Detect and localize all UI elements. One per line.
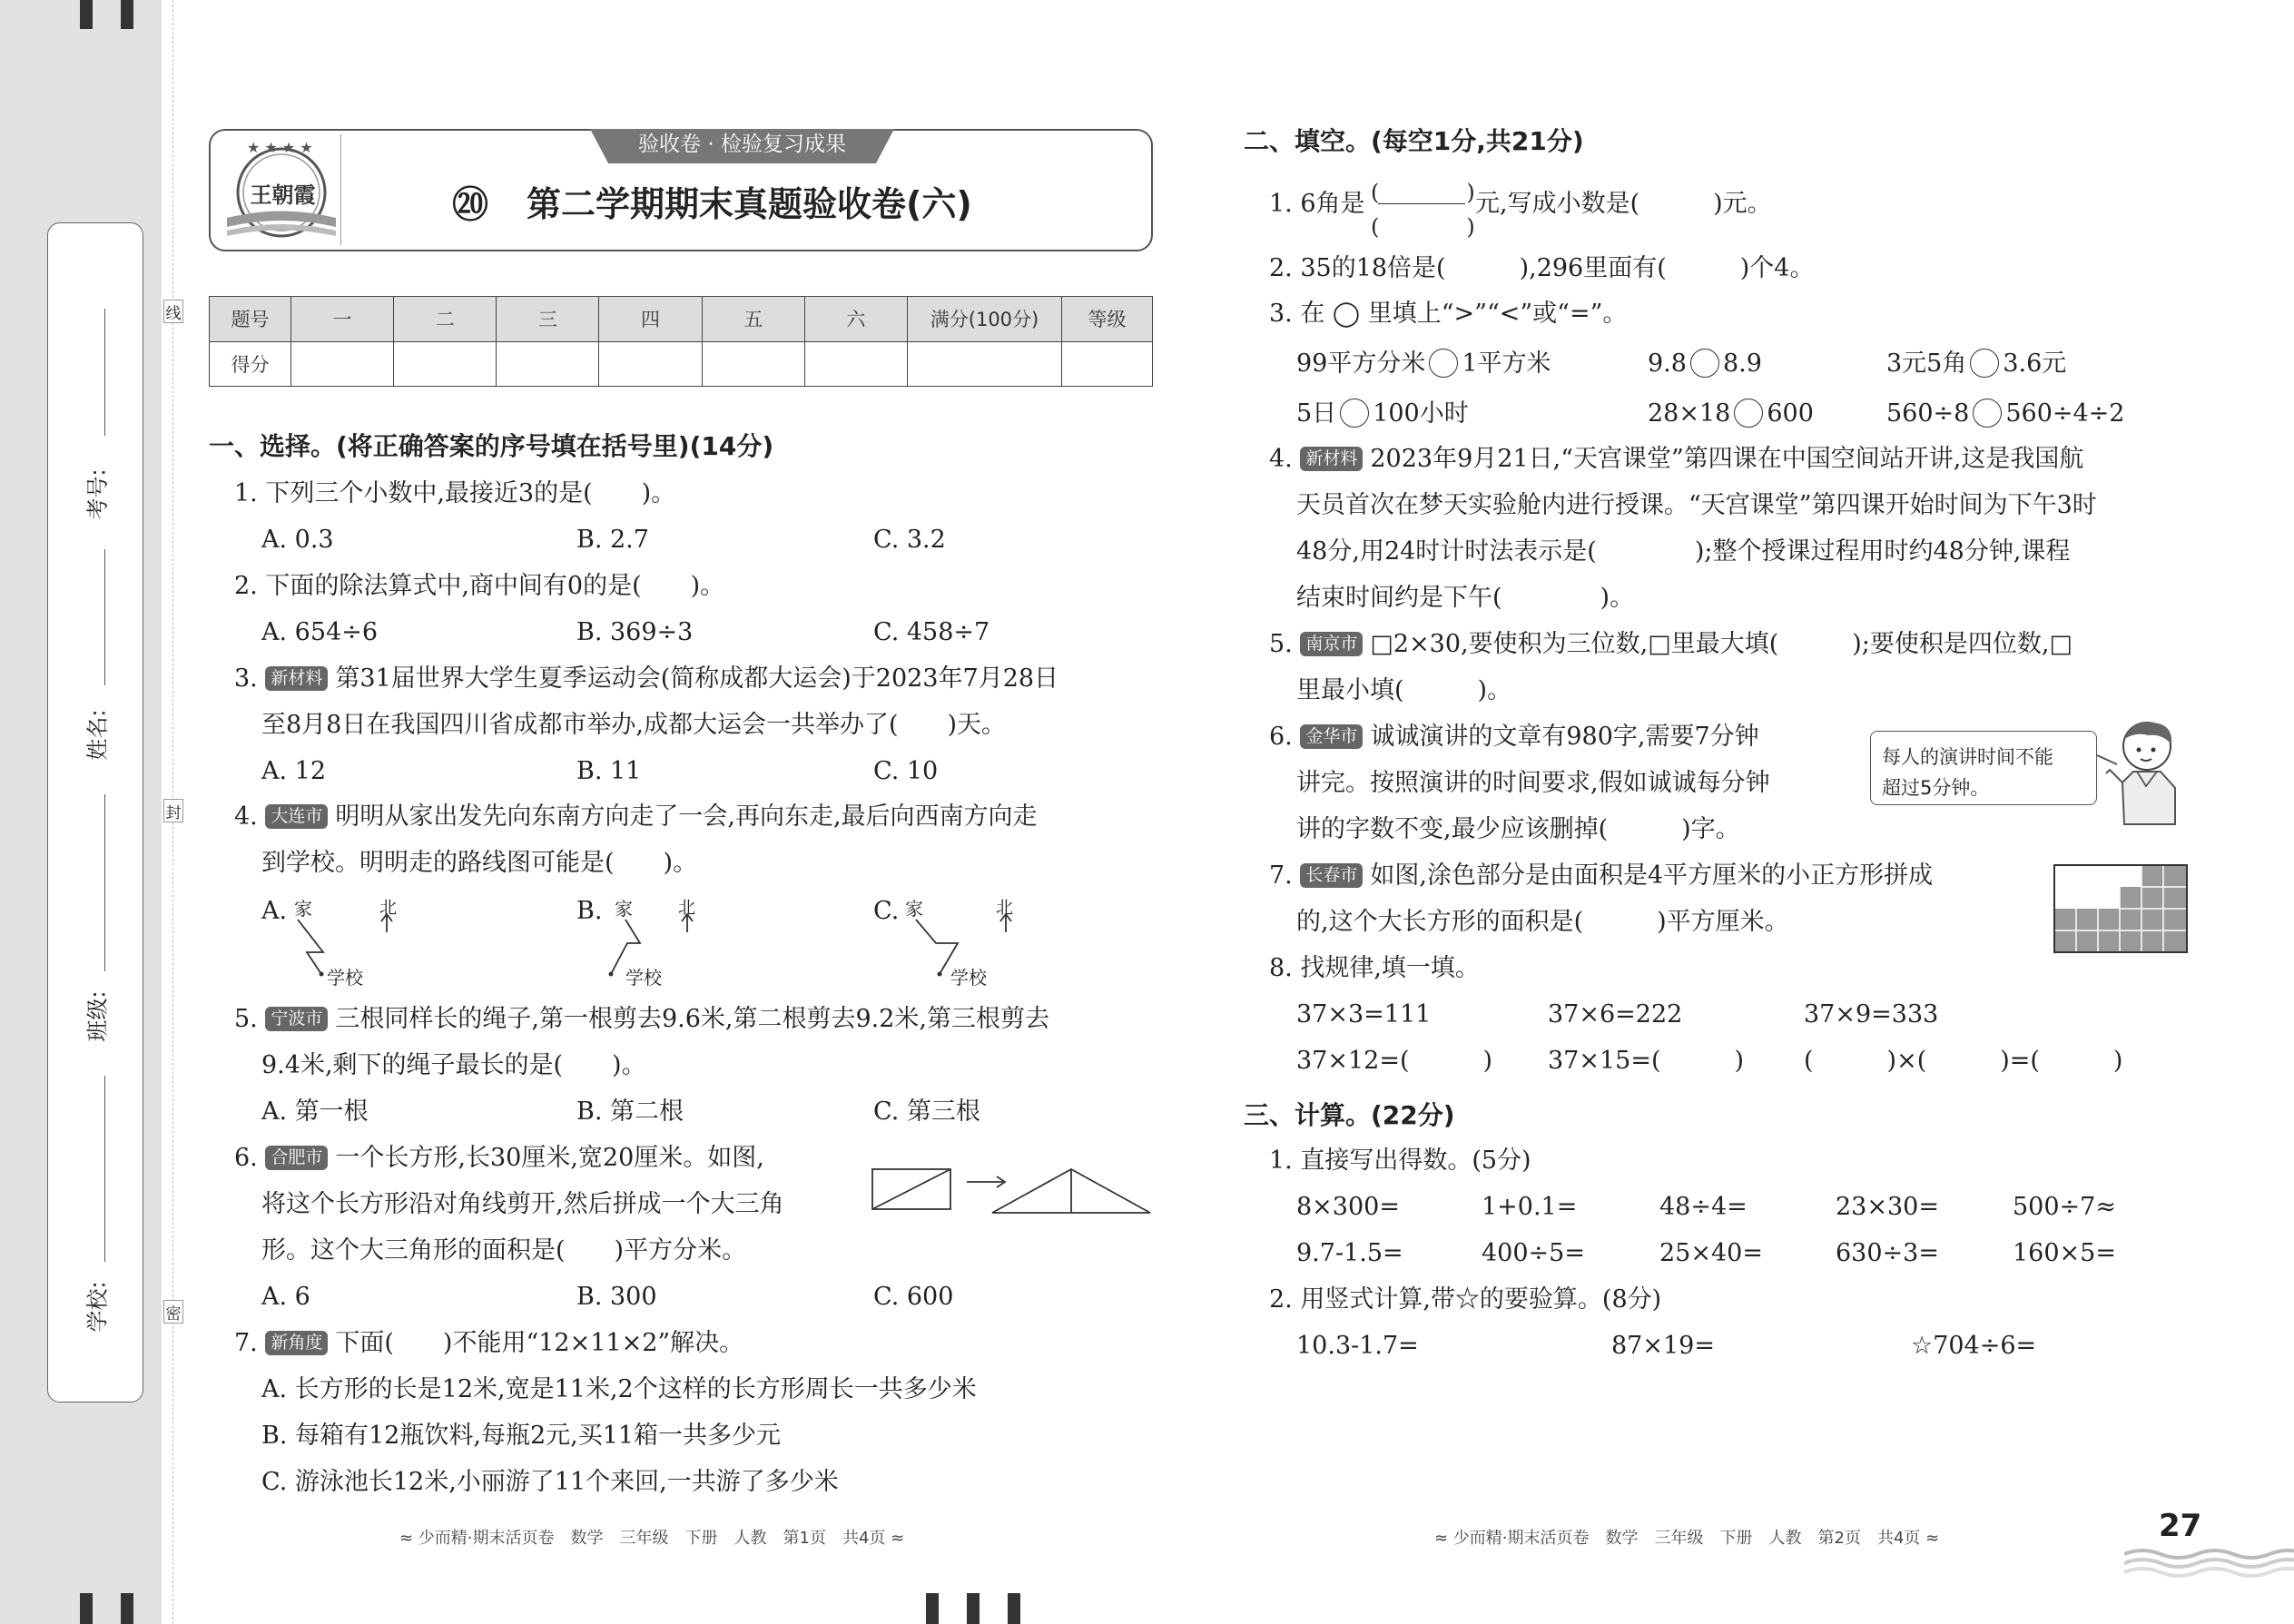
- q4-route-b: [604, 894, 740, 989]
- q4-option-c[interactable]: C.: [873, 897, 900, 925]
- q4-line1: [234, 804, 1038, 829]
- q4-option-b[interactable]: B.: [576, 897, 603, 925]
- f3-r2-item: 5日: [1296, 399, 1337, 428]
- score-header-cell: 满分(100分): [908, 297, 1062, 342]
- school-label: 学校: [950, 967, 987, 989]
- q2-option-c[interactable]: C. 458÷7: [873, 618, 990, 646]
- binding-mark-line: 线: [163, 300, 183, 323]
- f4-line1: [1269, 447, 2083, 471]
- q3-text: 第31届世界大学生夏季运动会(简称成都大运会)于2023年7月28日: [335, 664, 1059, 693]
- compare-circle[interactable]: [1973, 399, 2002, 428]
- f7-tag: 长春市: [1300, 863, 1363, 888]
- f4-num: 4.: [1269, 445, 1293, 473]
- q5-text: 三根同样长的绳子,第一根剪去9.6米,第二根剪去9.2米,第三根剪去: [335, 1005, 1049, 1033]
- q6-num: 6.: [234, 1144, 258, 1172]
- f3-row2: [1296, 399, 1469, 428]
- c1-r2-item: 25×40=: [1659, 1239, 1763, 1267]
- q7-tag: 新角度: [265, 1331, 328, 1355]
- q1-option-c[interactable]: C. 3.2: [873, 526, 946, 554]
- north-label: 北: [678, 898, 696, 918]
- f3-r2-item: 560÷8: [1886, 399, 1970, 428]
- q3-line1: [234, 666, 1058, 691]
- f3-r2-item: 560÷4÷2: [2005, 399, 2125, 428]
- q7-option-b[interactable]: B. 每箱有12瓶饮料,每瓶2元,买11箱一共多少元: [261, 1422, 782, 1450]
- score-cell[interactable]: [908, 341, 1062, 387]
- home-label: 家: [615, 898, 633, 920]
- q3-line2: 至8月8日在我国四川省成都市举办,成都大运会一共举办了( )天。: [261, 711, 1007, 739]
- svg-text:★ ★ ★ ★: ★ ★ ★ ★: [247, 139, 313, 156]
- f1-text-b: 元,写成小数是( )元。: [1475, 190, 1772, 218]
- f4-line3: 48分,用24时计时法表示是( );整个授课过程用时约48分钟,课程: [1296, 537, 2071, 566]
- compare-circle[interactable]: [1970, 349, 1999, 378]
- q1-option-b[interactable]: B. 2.7: [576, 526, 649, 554]
- score-cell[interactable]: [394, 341, 497, 387]
- f3-r1-item: 1平方米: [1462, 349, 1551, 378]
- c1-r2-item: 630÷3=: [1836, 1239, 1939, 1267]
- crop-mark: [80, 1593, 93, 1624]
- student-info-box: [47, 222, 143, 1403]
- score-table: [209, 296, 1153, 387]
- q4-route-c: [903, 894, 1039, 989]
- q4-num: 4.: [234, 802, 258, 831]
- wave-decor-icon: [2124, 1523, 2294, 1578]
- compare-circle[interactable]: [1429, 349, 1458, 378]
- q6-figure: [867, 1162, 1157, 1216]
- q6-line2: 将这个长方形沿对角线剪开,然后拼成一个大三角: [261, 1190, 784, 1218]
- f3-text: 3. 在 ◯ 里填上“>”“<”或“=”。: [1269, 300, 1628, 328]
- page-wave-decor: [2124, 1523, 2294, 1578]
- crop-mark: [967, 1593, 980, 1624]
- q7-option-c[interactable]: C. 游泳池长12米,小丽游了11个来回,一共游了多少米: [261, 1468, 839, 1496]
- f5-num: 5.: [1269, 630, 1293, 658]
- f6-num: 6.: [1269, 723, 1293, 751]
- q2-option-b[interactable]: B. 369÷3: [576, 618, 694, 646]
- class-field: [104, 794, 105, 971]
- q5-option-b[interactable]: B. 第二根: [576, 1097, 684, 1126]
- f3-r2-item: 100小时: [1373, 399, 1469, 428]
- q3-option-b[interactable]: B. 11: [576, 757, 642, 785]
- crop-mark: [121, 1593, 133, 1624]
- f7-text: 如图,涂色部分是由面积是4平方厘米的小正方形拼成: [1370, 861, 1934, 890]
- score-header-cell: 二: [394, 297, 497, 342]
- score-header-cell: 五: [702, 297, 804, 342]
- f7-num: 7.: [1269, 861, 1293, 890]
- score-cell[interactable]: [291, 341, 394, 387]
- f5-line1: [1269, 632, 2072, 656]
- q5-num: 5.: [234, 1005, 258, 1033]
- q6-option-c[interactable]: C. 600: [873, 1283, 954, 1311]
- score-cell[interactable]: [599, 341, 702, 387]
- c1-text: 1. 直接写出得数。(5分): [1269, 1147, 1531, 1175]
- f3-r1-item: 99平方分米: [1296, 349, 1426, 378]
- q5-option-a[interactable]: A. 第一根: [261, 1097, 369, 1126]
- left-footer: ≈ 少而精·期末活页卷 数学 三年级 下册 人教 第1页 共4页 ≈: [399, 1529, 905, 1548]
- crop-mark: [926, 1593, 939, 1624]
- c1-r1-item: 1+0.1=: [1482, 1193, 1578, 1221]
- f8-text: 8. 找规律,填一填。: [1269, 954, 1480, 982]
- f3-row2-b: [1648, 399, 1814, 428]
- score-header-cell: 三: [497, 297, 599, 342]
- right-footer: ≈ 少而精·期末活页卷 数学 三年级 下册 人教 第2页 共4页 ≈: [1434, 1529, 1940, 1548]
- q6-option-a[interactable]: A. 6: [261, 1283, 310, 1311]
- f6-text: 诚诚演讲的文章有980字,需要7分钟: [1370, 723, 1759, 751]
- c2-item: 87×19=: [1611, 1332, 1715, 1360]
- f3-row2-c: [1886, 399, 2124, 428]
- f3-r1-item: 9.8: [1648, 349, 1687, 378]
- score-header-cell: 题号: [210, 297, 291, 342]
- q3-option-a[interactable]: A. 12: [261, 757, 327, 785]
- f1-fraction-blank[interactable]: ( ) ( ): [1371, 180, 1475, 240]
- route-a-icon: [290, 894, 427, 985]
- home-label: 家: [905, 898, 923, 920]
- f8-r1-c: 37×9=333: [1804, 1000, 1939, 1029]
- score-cell[interactable]: [804, 341, 907, 387]
- f2-text: 2. 35的18倍是( ),296里面有( )个4。: [1269, 254, 1815, 282]
- c1-r1-item: 23×30=: [1836, 1193, 1939, 1221]
- f8-r2-a: 37×12=( ): [1296, 1047, 1493, 1075]
- f7-line2: 的,这个大长方形的面积是( )平方厘米。: [1296, 908, 1789, 936]
- binding-mark-close: 密: [163, 1300, 183, 1324]
- north-label: 北: [379, 898, 398, 918]
- school-label: 学校: [327, 967, 363, 989]
- f8-r1-b: 37×6=222: [1548, 1000, 1683, 1029]
- school-label: 学校:: [84, 1281, 111, 1333]
- header-banner: 验收卷 · 检验复习成果: [638, 133, 846, 156]
- f4-text: 2023年9月21日,“天宫课堂”第四课在中国空间站开讲,这是我国航: [1370, 445, 2084, 473]
- q4-route-a: [290, 894, 427, 989]
- q3-num: 3.: [234, 664, 258, 693]
- q6-tag: 合肥市: [265, 1146, 328, 1170]
- f4-line4: 结束时间约是下午( )。: [1296, 584, 1635, 612]
- q1-option-a[interactable]: A. 0.3: [261, 526, 334, 554]
- route-c-icon: [903, 894, 1039, 985]
- score-cell[interactable]: [1062, 341, 1153, 387]
- f5-tag: 南京市: [1300, 632, 1363, 656]
- class-label: 班级:: [84, 990, 111, 1042]
- rectangle-to-triangle-icon: [867, 1162, 1157, 1216]
- f8-r2-b: 37×15=( ): [1548, 1047, 1745, 1075]
- f6-line2: 讲完。按照演讲的时间要求,假如诚诚每分钟: [1296, 769, 1770, 797]
- q6-line1: [234, 1146, 764, 1170]
- exam-number-badge: ⑳: [452, 184, 488, 226]
- q1-text: 1. 下列三个小数中,最接近3的是( )。: [234, 479, 676, 507]
- boy-illustration: [2097, 717, 2192, 826]
- score-cell[interactable]: [497, 341, 599, 387]
- score-header-cell: 一: [291, 297, 394, 342]
- crop-mark: [80, 0, 93, 29]
- f3-row1: [1296, 349, 1551, 378]
- f7-grid-figure: [2053, 864, 2188, 953]
- q5-tag: 宁波市: [265, 1007, 328, 1031]
- q7-num: 7.: [234, 1329, 258, 1357]
- f7-line1: [1269, 863, 1933, 888]
- crop-mark: [121, 0, 133, 29]
- q5-line1: [234, 1007, 1049, 1031]
- shaded-grid-icon: [2053, 864, 2188, 953]
- route-b-icon: [604, 894, 740, 985]
- f3-row1-b: [1648, 349, 1762, 378]
- f3-r1-item: 8.9: [1722, 349, 1762, 378]
- home-label: 家: [294, 898, 312, 920]
- q3-option-c[interactable]: C. 10: [873, 757, 939, 785]
- f4-tag: 新材料: [1300, 447, 1363, 471]
- f6-line3: 讲的字数不变,最少应该删掉( )字。: [1296, 815, 1740, 843]
- f4-line2: 天员首次在梦天实验舱内进行授课。“天宫课堂”第四课开始时间为下午3时: [1296, 491, 2097, 519]
- header-divider: [340, 134, 341, 245]
- school-field: [104, 1076, 105, 1262]
- exam-title: 第二学期期末真题验收卷(六): [527, 184, 972, 224]
- score-header-cell: 四: [599, 297, 702, 342]
- section-1-title: 一、选择。(将正确答案的序号填在括号里)(14分): [209, 431, 774, 461]
- f3-r2-item: 600: [1767, 399, 1814, 428]
- q2-text: 2. 下面的除法算式中,商中间有0的是( )。: [234, 572, 725, 600]
- q3-tag: 新材料: [265, 666, 328, 691]
- compare-circle[interactable]: [1734, 399, 1763, 428]
- speech-bubble: [1870, 731, 2097, 805]
- section-2-title: 二、填空。(每空1分,共21分): [1244, 126, 1584, 156]
- q6-text: 一个长方形,长30厘米,宽20厘米。如图,: [335, 1144, 764, 1172]
- q5-line2: 9.4米,剩下的绳子最长的是( )。: [261, 1051, 646, 1079]
- speech-bubble-line2: 超过5分钟。: [1882, 777, 1990, 799]
- f8-r1-a: 37×3=111: [1296, 1000, 1432, 1029]
- q4-tag: 大连市: [265, 804, 328, 829]
- exam-number-label: 考号:: [84, 468, 111, 520]
- c1-r1-item: 500÷7≈: [2013, 1193, 2116, 1221]
- north-label: 北: [996, 898, 1014, 918]
- score-row-label: 得分: [210, 341, 291, 387]
- c2-text: 2. 用竖式计算,带☆的要验算。(8分): [1269, 1285, 1662, 1314]
- name-field: [104, 549, 105, 685]
- f1-text-a: 1. 6角是: [1269, 190, 1365, 218]
- header-logo: [227, 136, 340, 245]
- f3-r1-item: 3元5角: [1886, 349, 1967, 378]
- q7-option-a[interactable]: A. 长方形的长是12米,宽是11米,2个这样的长方形周长一共多少米: [261, 1375, 977, 1403]
- q4-line2: 到学校。明明走的路线图可能是( )。: [261, 849, 698, 877]
- page-number: 27: [2159, 1508, 2202, 1544]
- f5-line2: 里最小填( )。: [1296, 676, 1512, 704]
- q7-line1: [234, 1331, 743, 1355]
- logo-text: 王朝霞: [250, 182, 316, 208]
- q4-option-a[interactable]: A.: [261, 897, 288, 925]
- score-cell[interactable]: [702, 341, 804, 387]
- c1-r1-item: 48÷4=: [1659, 1193, 1748, 1221]
- score-header-cell: 等级: [1062, 297, 1153, 342]
- f3-r2-item: 28×18: [1648, 399, 1731, 428]
- c2-item: 10.3-1.7=: [1296, 1332, 1419, 1360]
- q7-text: 下面( )不能用“12×11×2”解决。: [335, 1329, 744, 1357]
- compare-circle[interactable]: [1690, 349, 1719, 378]
- c1-r2-item: 400÷5=: [1482, 1239, 1585, 1267]
- f3-row1-c: [1886, 349, 2066, 378]
- compare-circle[interactable]: [1340, 399, 1369, 428]
- f8-r2-c: ( )×( )=( ): [1804, 1047, 2123, 1075]
- f3-r1-item: 3.6元: [2003, 349, 2067, 378]
- section-3-title: 三、计算。(22分): [1244, 1100, 1455, 1130]
- c1-r2-item: 9.7-1.5=: [1296, 1239, 1403, 1267]
- f6-tag: 金华市: [1300, 724, 1363, 749]
- binding-mark-seal: 封: [163, 799, 183, 822]
- crop-mark: [1008, 1593, 1020, 1624]
- score-header-cell: 六: [804, 297, 907, 342]
- speech-bubble-line1: 每人的演讲时间不能: [1882, 746, 2053, 768]
- q6-option-b[interactable]: B. 300: [576, 1283, 657, 1311]
- q6-line3: 形。这个大三角形的面积是( )平方分米。: [261, 1236, 747, 1265]
- c2-item: ☆704÷6=: [1911, 1332, 2037, 1360]
- c1-r1-item: 8×300=: [1296, 1193, 1400, 1221]
- f5-text: □2×30,要使积为三位数,□里最大填( );要使积是四位数,□: [1370, 630, 2072, 658]
- name-label: 姓名:: [84, 709, 111, 761]
- exam-number-field: [104, 309, 105, 436]
- q2-option-a[interactable]: A. 654÷6: [261, 618, 378, 646]
- q4-text: 明明从家出发先向东南方向走了一会,再向东走,最后向西南方向走: [335, 802, 1038, 831]
- f6-line1: [1269, 724, 1759, 749]
- q5-option-c[interactable]: C. 第三根: [873, 1097, 980, 1126]
- c1-r2-item: 160×5=: [2013, 1239, 2116, 1267]
- boy-icon: [2097, 717, 2192, 826]
- school-label: 学校: [625, 967, 662, 989]
